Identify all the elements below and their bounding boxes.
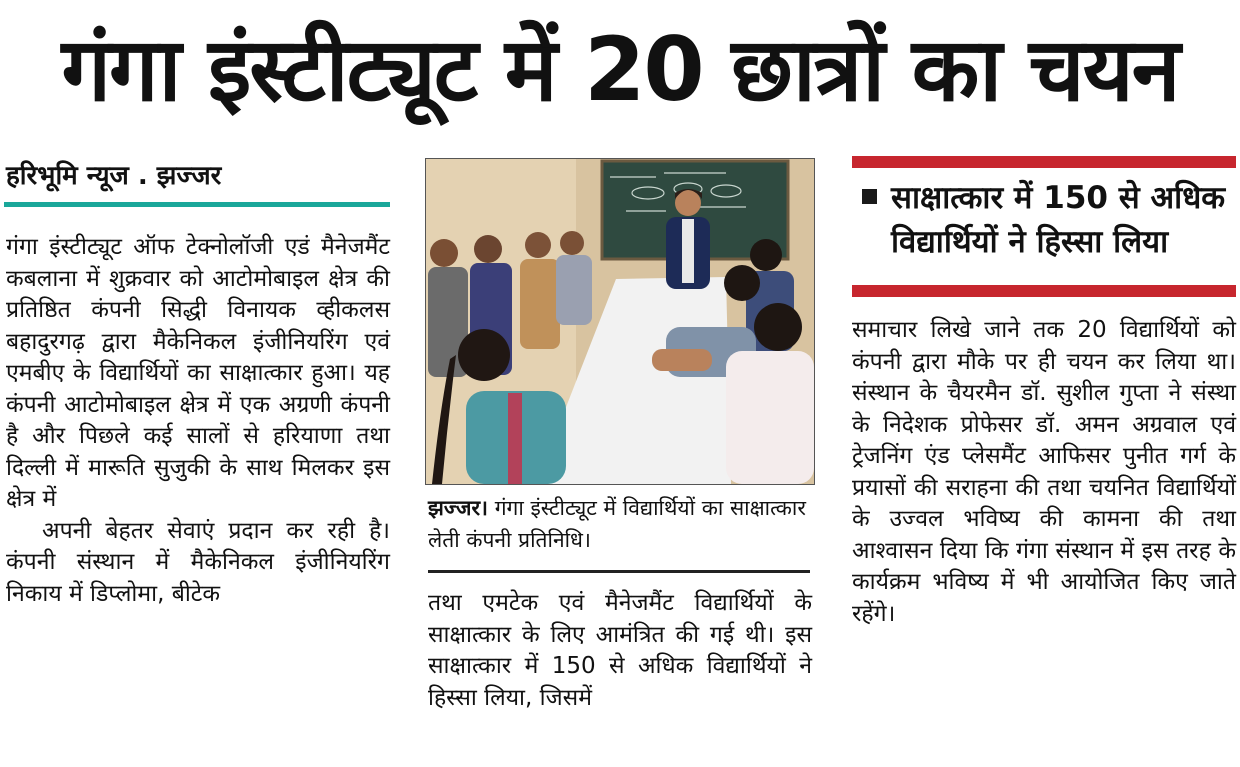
caption-text: गंगा इंस्टीट्यूट में विद्यार्थियों का साक्षात्कार लेती कंपनी प्रतिनिधि। — [428, 496, 806, 552]
bullet-square-icon — [862, 189, 877, 204]
column3-paragraph-1: समाचार लिखे जाने तक 20 विद्यार्थियों को कंपनी द्वारा मौके पर ही चयन कर लिया था। संस्थान के चैयरमैन डॉ. सुशील गुप्ता ने संस्था के निदेशक प्रोफेसर डॉ. अमन अग्रवाल एवं ट्रेजनिंग एंड प्लेसमैंट आफिसर पुनीत गर्ग के प्रयासों की सराहना की तथा चयनित विद्यार्थियों के उज्वल भविष्य की कामना की तथा आश्वासन दिया कि गंगा संस्थान में इस तरह के कार्यक्रम भविष्य में भी आयोजित किए जाते रहेंगे। — [852, 317, 1236, 627]
column1-paragraph-1: गंगा इंस्टीट्यूट ऑफ टेक्नोलॉजी एडं मैनेजमैंट कबलाना में शुक्रवार को आटोमोबाइल क्षेत्र की प्रतिष्ठित कंपनी सिद्धी विनायक व्हीकलस बहादुरगढ़ द्वारा मैकेनिकल इंजीनियरिंग एवं एमबीए के विद्यार्थियों का साक्षात्कार हुआ। यह कंपनी आटोमोबाइल क्षेत्र में एक अग्रणी कंपनी है और पिछले कई सालों से हरियाणा तथा दिल्ली में मारूति सुजुकी के साथ मिलकर इस क्षेत्र में — [6, 234, 390, 512]
byline: हरिभूमि न्यूज . झज्जर — [6, 161, 222, 191]
news-photo — [425, 158, 815, 485]
headline: गंगा इंस्टीट्यूट में 20 छात्रों का चयन — [61, 18, 1179, 121]
column2-paragraph-1: तथा एमटेक एवं मैनेजमैंट विद्यार्थियों के साक्षात्कार के लिए आमंत्रित की गई थी। इस साक्षात्कार में 150 से अधिक विद्यार्थियों ने हिस्सा लिया, जिसमें — [428, 590, 812, 711]
pullquote-line-1: साक्षात्कार में 150 से अधिक — [891, 180, 1226, 216]
woman-scarf — [682, 219, 694, 283]
article-column-3 — [852, 315, 1236, 630]
caption-place: झज्जर। — [428, 496, 489, 520]
news-photo-illustration — [426, 159, 814, 484]
pullquote-top-rule — [852, 156, 1236, 168]
pullquote-bottom-rule — [852, 285, 1236, 297]
caption-rule — [428, 570, 810, 573]
article-column-1 — [6, 232, 390, 610]
pullquote-line-2: विद्यार्थियों ने हिस्सा लिया — [891, 224, 1169, 260]
article-column-2 — [428, 588, 812, 714]
pullquote — [862, 176, 1238, 264]
byline-rule — [4, 202, 390, 207]
column1-paragraph-2: अपनी बेहतर सेवाएं प्रदान कर रही है। कंपनी संस्थान में मैकेनिकल इंजीनियरिंग निकाय में डिप्लोमा, बीटेक — [6, 517, 390, 607]
photo-caption — [428, 492, 812, 556]
